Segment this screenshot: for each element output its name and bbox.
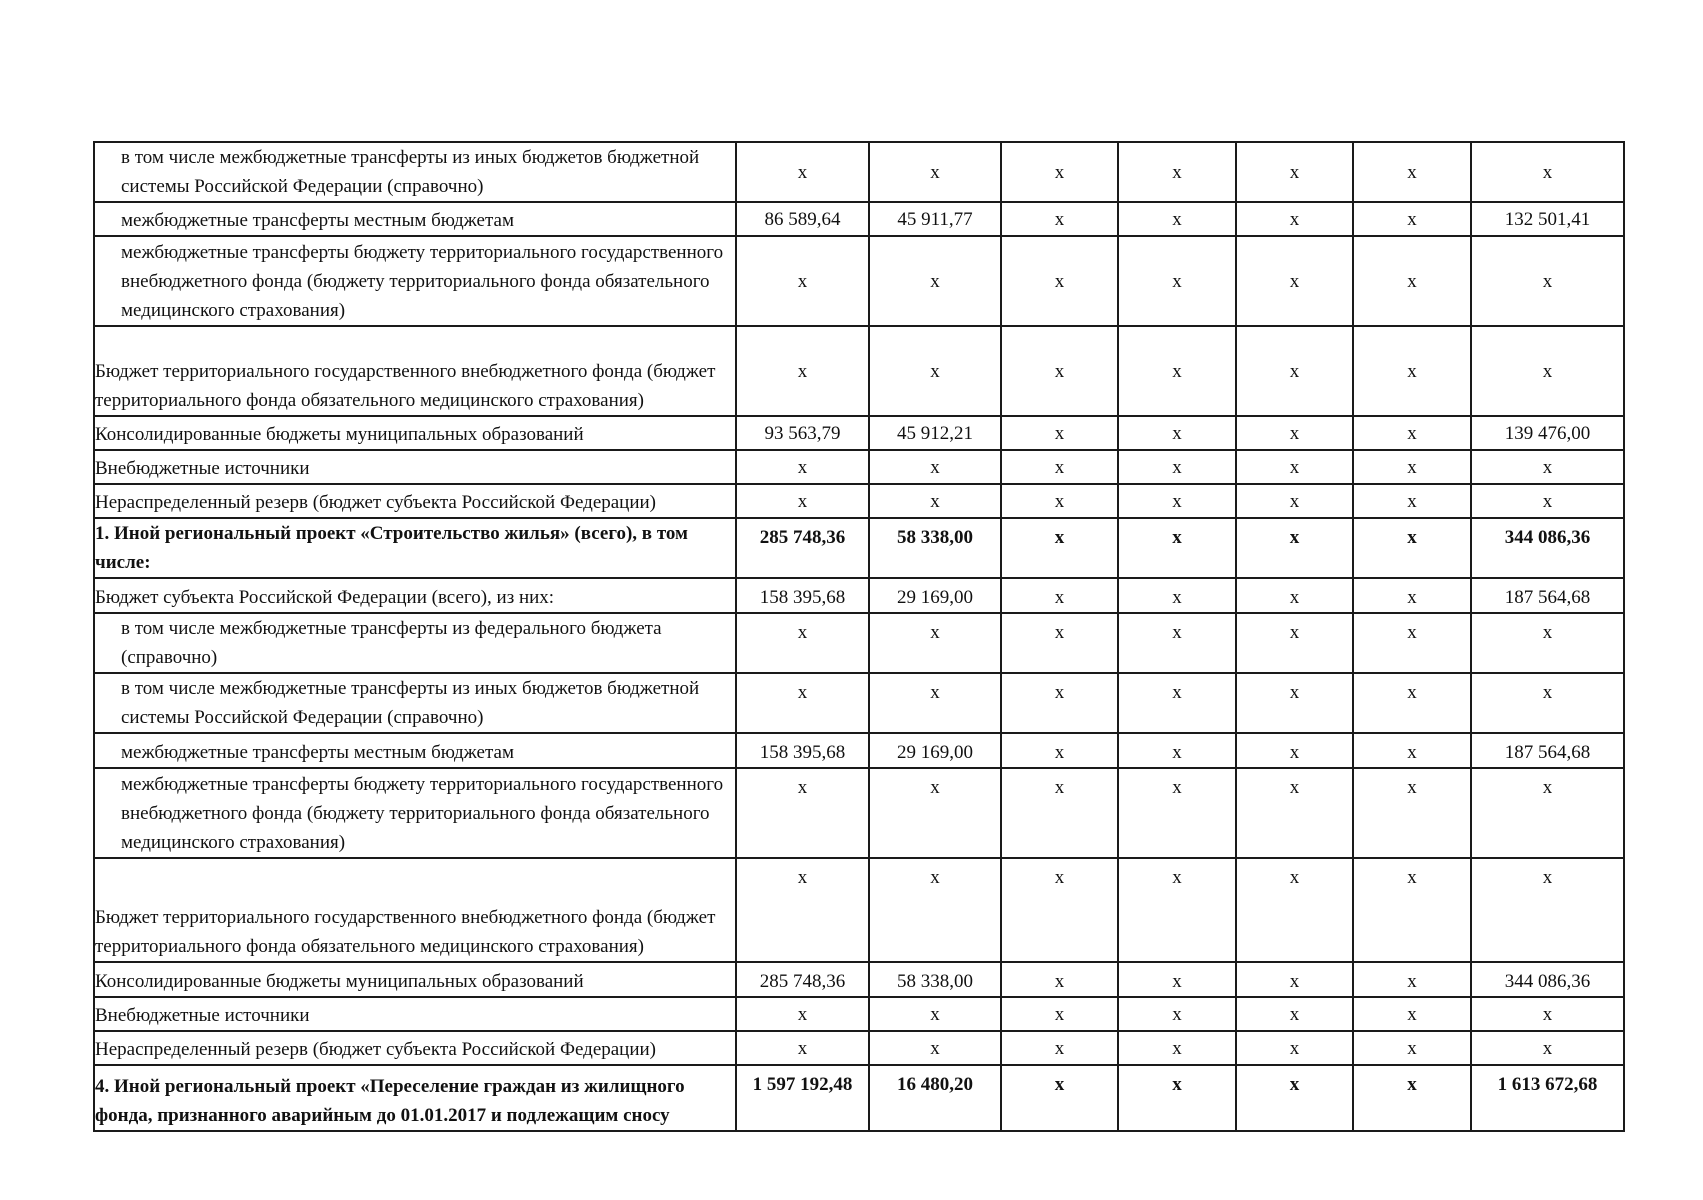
value-cell: х: [1353, 484, 1471, 518]
value-cell: 285 748,36: [736, 518, 869, 578]
value-cell: х: [1001, 236, 1118, 326]
row-label: Бюджет территориального государственного внебюджетного фонда (бюджет территориального фонда обязательного медицинского страхования): [94, 326, 736, 416]
value-cell: 344 086,36: [1471, 518, 1624, 578]
value-cell: х: [1001, 416, 1118, 450]
row-label: Бюджет субъекта Российской Федерации (всего), из них:: [94, 578, 736, 613]
value-cell: 285 748,36: [736, 962, 869, 997]
value-cell: х: [1353, 142, 1471, 202]
value-cell: 1 613 672,68: [1471, 1065, 1624, 1131]
value-cell: х: [1001, 673, 1118, 733]
value-cell: х: [736, 142, 869, 202]
value-cell: х: [1001, 202, 1118, 236]
value-cell: х: [1001, 484, 1118, 518]
value-cell: 132 501,41: [1471, 202, 1624, 236]
value-cell: х: [869, 484, 1001, 518]
table-row: [94, 142, 1624, 202]
row-label: межбюджетные трансферты бюджету территориального государственного внебюджетного фонда (бюджету территориального фонда обязательного медицинского страхования): [94, 768, 736, 858]
value-cell: х: [1118, 142, 1236, 202]
value-cell: х: [869, 326, 1001, 416]
row-label: Внебюджетные источники: [94, 997, 736, 1031]
value-cell: х: [736, 673, 869, 733]
value-cell: х: [1471, 326, 1624, 416]
value-cell: х: [1353, 450, 1471, 484]
table-body: [94, 142, 1624, 1131]
value-cell: х: [1236, 962, 1353, 997]
value-cell: х: [1353, 202, 1471, 236]
value-cell: х: [736, 768, 869, 858]
value-cell: 187 564,68: [1471, 733, 1624, 768]
value-cell: х: [1236, 673, 1353, 733]
value-cell: х: [869, 1031, 1001, 1065]
value-cell: х: [1118, 997, 1236, 1031]
value-cell: х: [1118, 416, 1236, 450]
value-cell: х: [869, 997, 1001, 1031]
value-cell: х: [1118, 673, 1236, 733]
value-cell: х: [1001, 733, 1118, 768]
value-cell: х: [1001, 858, 1118, 962]
row-label: Внебюджетные источники: [94, 450, 736, 484]
value-cell: х: [1118, 236, 1236, 326]
budget-table-page: [93, 141, 1625, 1132]
row-label: Нераспределенный резерв (бюджет субъекта Российской Федерации): [94, 484, 736, 518]
value-cell: х: [869, 236, 1001, 326]
value-cell: х: [1118, 733, 1236, 768]
value-cell: 58 338,00: [869, 518, 1001, 578]
value-cell: 158 395,68: [736, 578, 869, 613]
value-cell: 139 476,00: [1471, 416, 1624, 450]
row-label: в том числе межбюджетные трансферты из федерального бюджета (справочно): [94, 613, 736, 673]
value-cell: х: [1236, 236, 1353, 326]
value-cell: 86 589,64: [736, 202, 869, 236]
value-cell: х: [1353, 326, 1471, 416]
row-label: межбюджетные трансферты бюджету территориального государственного внебюджетного фонда (бюджету территориального фонда обязательного медицинского страхования): [94, 236, 736, 326]
value-cell: х: [1118, 326, 1236, 416]
table-row: [94, 326, 1624, 416]
value-cell: х: [1236, 1065, 1353, 1131]
table-row: [94, 518, 1624, 578]
value-cell: х: [1118, 962, 1236, 997]
value-cell: х: [1001, 1065, 1118, 1131]
value-cell: х: [1236, 1031, 1353, 1065]
value-cell: х: [1118, 613, 1236, 673]
value-cell: х: [1353, 416, 1471, 450]
row-label: Нераспределенный резерв (бюджет субъекта Российской Федерации): [94, 1031, 736, 1065]
value-cell: х: [1001, 142, 1118, 202]
value-cell: х: [1353, 1031, 1471, 1065]
value-cell: 45 911,77: [869, 202, 1001, 236]
value-cell: х: [1001, 768, 1118, 858]
value-cell: х: [1236, 450, 1353, 484]
row-label: 4. Иной региональный проект «Переселение граждан из жилищного фонда, признанного аварийным до 01.01.2017 и подлежащим сносу: [94, 1065, 736, 1131]
value-cell: х: [1353, 673, 1471, 733]
budget-table: [93, 141, 1625, 1132]
value-cell: 344 086,36: [1471, 962, 1624, 997]
value-cell: х: [869, 768, 1001, 858]
value-cell: х: [1118, 858, 1236, 962]
value-cell: х: [736, 450, 869, 484]
row-label: в том числе межбюджетные трансферты из иных бюджетов бюджетной системы Российской Федерации (справочно): [94, 673, 736, 733]
value-cell: х: [1001, 578, 1118, 613]
value-cell: х: [1353, 236, 1471, 326]
value-cell: х: [736, 997, 869, 1031]
value-cell: х: [1236, 578, 1353, 613]
value-cell: х: [1353, 613, 1471, 673]
value-cell: х: [1001, 326, 1118, 416]
value-cell: х: [736, 613, 869, 673]
value-cell: х: [1001, 997, 1118, 1031]
table-row: [94, 236, 1624, 326]
value-cell: х: [1353, 1065, 1471, 1131]
table-row: [94, 450, 1624, 484]
value-cell: х: [1118, 518, 1236, 578]
value-cell: х: [869, 450, 1001, 484]
value-cell: х: [1001, 613, 1118, 673]
value-cell: х: [1236, 326, 1353, 416]
value-cell: х: [736, 858, 869, 962]
value-cell: х: [1118, 1031, 1236, 1065]
value-cell: х: [1353, 518, 1471, 578]
value-cell: х: [736, 1031, 869, 1065]
value-cell: х: [1236, 484, 1353, 518]
value-cell: х: [1353, 962, 1471, 997]
value-cell: х: [1236, 768, 1353, 858]
value-cell: х: [1236, 613, 1353, 673]
value-cell: х: [1001, 450, 1118, 484]
table-row: [94, 673, 1624, 733]
table-row: [94, 202, 1624, 236]
value-cell: 187 564,68: [1471, 578, 1624, 613]
table-row: [94, 484, 1624, 518]
value-cell: х: [1236, 858, 1353, 962]
row-label: Бюджет территориального государственного внебюджетного фонда (бюджет территориального фонда обязательного медицинского страхования): [94, 858, 736, 962]
row-label: межбюджетные трансферты местным бюджетам: [94, 733, 736, 768]
table-row: [94, 768, 1624, 858]
value-cell: х: [1353, 733, 1471, 768]
value-cell: х: [736, 236, 869, 326]
value-cell: х: [1001, 518, 1118, 578]
value-cell: х: [1236, 142, 1353, 202]
value-cell: х: [1118, 1065, 1236, 1131]
value-cell: х: [1471, 858, 1624, 962]
table-row: [94, 962, 1624, 997]
value-cell: х: [1236, 518, 1353, 578]
value-cell: х: [1353, 578, 1471, 613]
value-cell: х: [1118, 578, 1236, 613]
value-cell: 16 480,20: [869, 1065, 1001, 1131]
value-cell: 93 563,79: [736, 416, 869, 450]
value-cell: х: [869, 142, 1001, 202]
table-row: [94, 858, 1624, 962]
table-row: [94, 613, 1624, 673]
table-row: [94, 997, 1624, 1031]
value-cell: х: [736, 484, 869, 518]
value-cell: х: [1471, 613, 1624, 673]
value-cell: х: [1471, 997, 1624, 1031]
value-cell: х: [1118, 450, 1236, 484]
value-cell: 58 338,00: [869, 962, 1001, 997]
value-cell: 158 395,68: [736, 733, 869, 768]
table-row: [94, 578, 1624, 613]
value-cell: х: [1236, 202, 1353, 236]
value-cell: х: [869, 858, 1001, 962]
value-cell: х: [1471, 484, 1624, 518]
value-cell: х: [1471, 142, 1624, 202]
value-cell: 29 169,00: [869, 733, 1001, 768]
value-cell: х: [736, 326, 869, 416]
value-cell: х: [1353, 858, 1471, 962]
value-cell: 29 169,00: [869, 578, 1001, 613]
row-label: межбюджетные трансферты местным бюджетам: [94, 202, 736, 236]
row-label: Консолидированные бюджеты муниципальных образований: [94, 416, 736, 450]
value-cell: х: [1236, 997, 1353, 1031]
value-cell: х: [1236, 733, 1353, 768]
table-row: [94, 1031, 1624, 1065]
value-cell: х: [1236, 416, 1353, 450]
table-row: [94, 1065, 1624, 1131]
value-cell: х: [1001, 1031, 1118, 1065]
value-cell: х: [1471, 673, 1624, 733]
table-row: [94, 416, 1624, 450]
value-cell: х: [1471, 768, 1624, 858]
value-cell: х: [1471, 236, 1624, 326]
value-cell: х: [1353, 768, 1471, 858]
value-cell: х: [1001, 962, 1118, 997]
table-row: [94, 733, 1624, 768]
value-cell: х: [1471, 1031, 1624, 1065]
value-cell: х: [869, 613, 1001, 673]
row-label: в том числе межбюджетные трансферты из иных бюджетов бюджетной системы Российской Федерации (справочно): [94, 142, 736, 202]
value-cell: 1 597 192,48: [736, 1065, 869, 1131]
value-cell: х: [1471, 450, 1624, 484]
value-cell: х: [1353, 997, 1471, 1031]
value-cell: х: [1118, 768, 1236, 858]
value-cell: х: [869, 673, 1001, 733]
value-cell: х: [1118, 202, 1236, 236]
row-label: 1. Иной региональный проект «Строительство жилья» (всего), в том числе:: [94, 518, 736, 578]
value-cell: 45 912,21: [869, 416, 1001, 450]
row-label: Консолидированные бюджеты муниципальных образований: [94, 962, 736, 997]
value-cell: х: [1118, 484, 1236, 518]
